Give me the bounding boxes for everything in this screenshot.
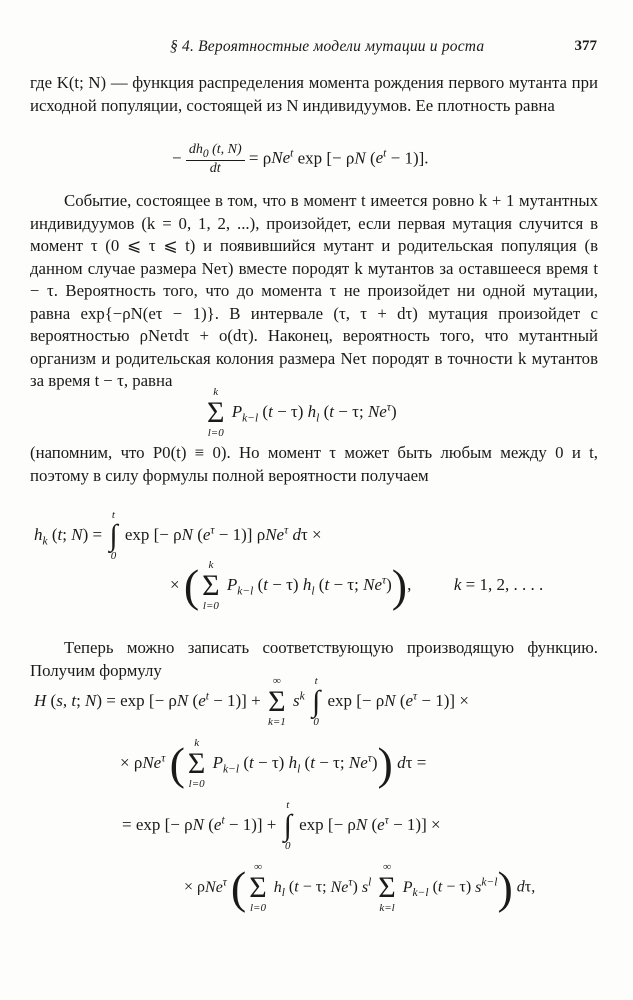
paragraph-1: где K(t; N) — функция распределения момента рождения первого мутанта при исходной популяции, состоящей из N индивидуумов. Ее плотность равна xyxy=(30,73,598,115)
equation-H-line4: × ρNe$^\tau$ ( ∞ Σ l=0 $h_l$ (t − τ; $Ne^\tau$) $s^l$ ∞ Σ k=l $P_{k-l}$ (t − τ) $s^{k-l}$) dτ, xyxy=(184,861,536,914)
equation-H-line3: = exp [− ρN $(e^t - 1)$] + t ∫ 0 exp [− ρN $(e^\tau - 1)$] × xyxy=(122,799,441,852)
paragraph-4: Теперь можно записать соответствующую производящую функцию. Получим формулу xyxy=(30,638,598,680)
equation-hk-line2: × ( k Σ l=0 $P_{k-l}$ (t − τ) $h_l$ (t − τ; $Ne^\tau$)), k = 1, 2, . . . . xyxy=(170,559,544,612)
paragraph-2: Событие, состоящее в том, что в момент t имеется ровно k + 1 мутантных индивидуумов (k = 0, 1, 2, ...), произойдет, если первая мутация случится в момент τ (0 ⩽ τ ⩽ t) и появившийся мутант и родительская популяция (в данном случае размера Neτ) вместе породят k мутантов за оставшееся время t − τ. Вероятность того, что до момента τ не произойдет ни одной мутации, равна exp{−ρN(eτ − 1)}. В интервале (τ, τ + dτ) мутация произойдет с вероятностью ρNeτdτ + o(dτ). Наконец, вероятность того, что мутантный организм и родительская колония размера Neτ породят в точности k мутантов за время t − τ, равна xyxy=(30,191,598,390)
section-title: § 4. Вероятностные модели мутации и роста xyxy=(170,38,485,55)
page-number: 377 xyxy=(574,38,597,54)
equation-hk-line1: $h_k$ (t; N) = t ∫ 0 exp [− ρN $(e^\tau - 1)$] ρNe$^\tau$ dτ × xyxy=(34,509,322,562)
paragraph-3: (напомним, что P0(t) ≡ 0). Но момент τ может быть любым между 0 и t, поэтому в силу формулы полной вероятности получаем xyxy=(30,443,598,485)
running-header xyxy=(0,38,633,62)
equation-sum: k Σ l=0 $P_{k-l}$ (t − τ) $h_l$ (t − τ; $Ne^\tau$) xyxy=(207,386,397,439)
equation-H-line2: × ρNe$^\tau$ ( k Σ l=0 $P_{k-l}$ (t − τ) $h_l$ (t − τ; $Ne^\tau$)) dτ = xyxy=(120,737,427,790)
equation-H-line1: H (s, t; N) = exp [− ρN $(e^t - 1)$] + ∞ Σ k=1 $s^k$ t ∫ 0 exp [− ρN $(e^\tau - 1)$] × xyxy=(34,675,469,728)
equation-density: − $\frac{dh_0 (t, N)}{dt}$ = ρNe$^t$ exp [− ρN $(e^t - 1)$]. xyxy=(172,142,429,176)
